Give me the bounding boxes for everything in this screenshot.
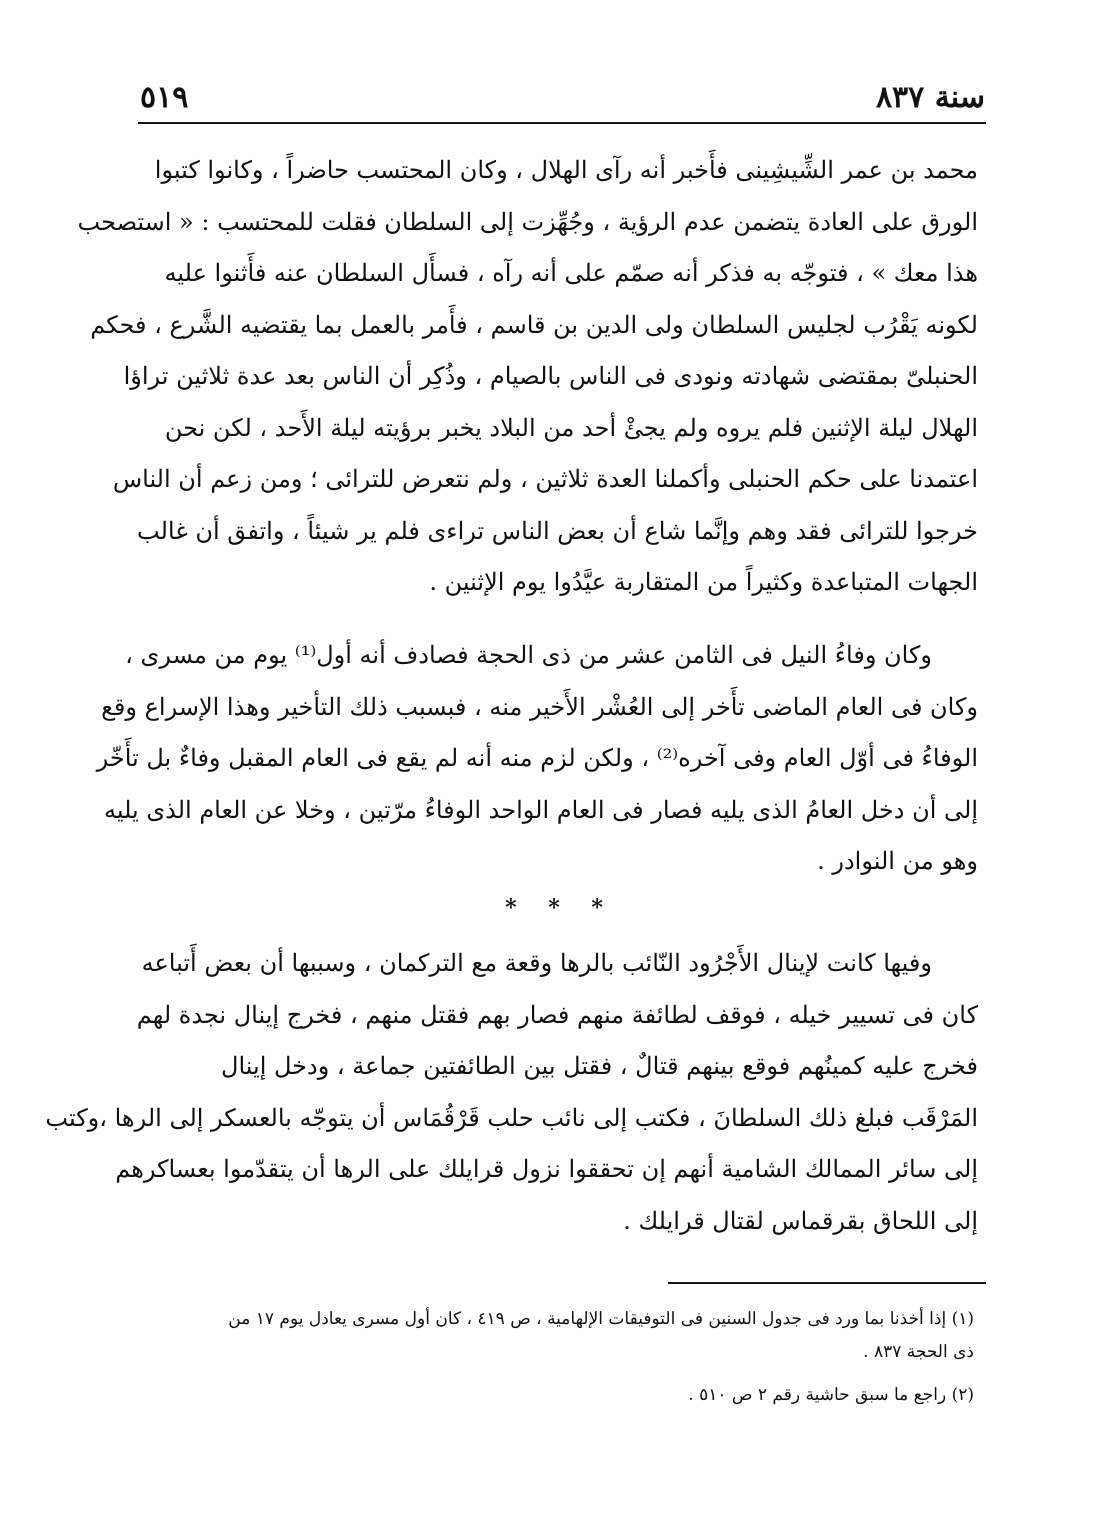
text-line: الوفاءُ فى أوّل العام وفى آخره⁽²⁾ ، ولكن لزم منه أنه لم يقع فى العام المقبل وفاءٌ بل تأَخّر xyxy=(96,744,978,772)
footnote-line: (١) إذا أخذنا بما ورد فى جدول السنين فى التوفيقات الإلهامية ، ص ٤١٩ ، كان أول مسرى يعادل يوم ١٧ من xyxy=(228,1309,974,1329)
page-number: ٥١٩ xyxy=(140,80,189,115)
footnote-rule xyxy=(668,1282,986,1284)
paragraph-3 xyxy=(45,938,978,1247)
text-line: الورق على العادة يتضمن عدم الرؤية ، وجُهِّزت إلى السلطان فقلت للمحتسب : « استصحب xyxy=(77,207,978,236)
footnotes xyxy=(140,1303,986,1412)
text-line: إلى اللحاق بقرقماس لقتال قرايلك . xyxy=(623,1206,978,1235)
text-line: الجهات المتباعدة وكثيراً من المتقاربة عيَّدُوا يوم الإثنين . xyxy=(429,568,978,596)
footnote-line: ذى الحجة ٨٣٧ . xyxy=(863,1342,974,1362)
text-line: المَرْقَب فبلغ ذلك السلطانَ ، فكتب إلى نائب حلب قَرْقُمَاس أن يتوجّه بالعسكر إلى الرها ،وكتب xyxy=(45,1103,978,1132)
section-separator: * * * xyxy=(505,895,615,921)
text-line: الهلال ليلة الإثنين فلم يروه ولم يجئْ أحد من البلاد يخبر برؤيته ليلة الأَحد ، لكن نحن xyxy=(164,413,978,442)
text-line: اعتمدنا على حكم الحنبلى وأكملنا العدة ثلاثين ، ولم نتعرض للترائى ؛ ومن زعم أن الناس xyxy=(112,465,978,493)
page-header xyxy=(140,78,985,118)
header-rule xyxy=(138,122,986,124)
text-line: إلى سائر الممالك الشامية أنهم إن تحققوا نزول قرايلك على الرها أن يتقدّموا بعساكرهم xyxy=(115,1155,978,1183)
text-line: خرجوا للترائى فقد وهم وإنَّما شاع أن بعض الناس تراءى فلم ير شيئاً ، واتفق أن غالب xyxy=(137,516,978,545)
paragraph-2 xyxy=(96,630,978,888)
footnote-2: (٢) راجع ما سبق حاشية رقم ٢ ص ٥١٠ . xyxy=(688,1385,974,1405)
text-line: كان فى تسيير خيله ، فوقف لطائفة منهم فصار بهم فقتل منهم ، فخرج إينال نجدة لهم xyxy=(136,1000,978,1029)
text-line: وهو من النوادر . xyxy=(817,847,978,875)
text-line: لكونه يَقْرُب لجليس السلطان ولى الدين بن قاسم ، فأَمر بالعمل بما يقتضيه الشَّرع ، فحكم xyxy=(90,310,978,339)
paragraph-1 xyxy=(77,145,978,609)
text-line: هذا معك » ، فتوجّه به فذكر أنه صمّم على أنه رآه ، فسأَل السلطان عنه فأَثنوا عليه xyxy=(164,259,978,287)
text-line: الحنبلىّ بمقتضى شهادته ونودى فى الناس بالصيام ، وذُكِر أن الناس بعد عدة ثلاثين تراؤا xyxy=(123,362,978,390)
text-line: وكان فى العام الماضى تأَخر إلى العُشْر الأَخير منه ، فبسبب ذلك التأخير وهذا الإسراع وقع xyxy=(101,692,978,721)
text-line: وكان وفاءُ النيل فى الثامن عشر من ذى الحجة فصادف أنه أول⁽¹⁾ يوم من مسرى ، xyxy=(125,641,932,669)
footnote-1 xyxy=(140,1303,986,1369)
running-head-year: سنة ٨٣٧ xyxy=(875,80,985,115)
text-line: وفيها كانت لإينال الأَجْرُود النّائب بالرها وقعة مع التركمان ، وسببها أن بعض أَتباعه xyxy=(141,949,932,977)
text-line: فخرج عليه كمينُهم فوقع بينهم قتالٌ ، فقتل بين الطائفتين جماعة ، ودخل إينال xyxy=(221,1052,978,1080)
text-line: إلى أن دخل العامُ الذى يليه فصار فى العام الواحد الوفاءُ مرّتين ، وخلا عن العام الذى يليه xyxy=(103,795,978,824)
text-line: محمد بن عمر الشِّيشِينى فأَخبر أنه رآى الهلال ، وكان المحتسب حاضراً ، وكانوا كتبوا xyxy=(154,156,978,184)
